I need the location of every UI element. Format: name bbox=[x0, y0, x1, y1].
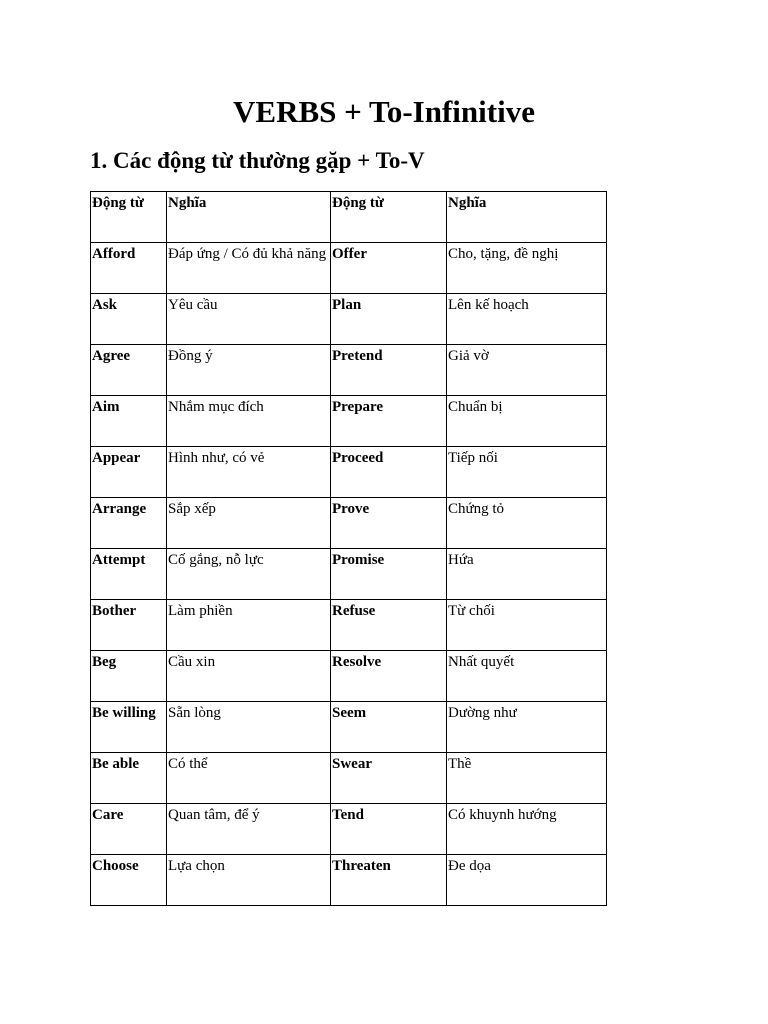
verb-cell: Aim bbox=[91, 396, 167, 447]
table-row bbox=[91, 243, 607, 294]
meaning-cell: Nhắm mục đích bbox=[167, 396, 331, 447]
verb-table bbox=[90, 191, 607, 906]
meaning-cell: Nhất quyết bbox=[447, 651, 607, 702]
table-row bbox=[91, 294, 607, 345]
meaning-cell: Thề bbox=[447, 753, 607, 804]
table-header-row bbox=[91, 192, 607, 243]
verb-cell: Tend bbox=[331, 804, 447, 855]
meaning-cell: Hứa bbox=[447, 549, 607, 600]
verb-cell: Attempt bbox=[91, 549, 167, 600]
verb-cell: Ask bbox=[91, 294, 167, 345]
header-verb-2: Động từ bbox=[331, 192, 447, 243]
meaning-cell: Đe dọa bbox=[447, 855, 607, 906]
table-row bbox=[91, 855, 607, 906]
verb-cell: Be able bbox=[91, 753, 167, 804]
table-row bbox=[91, 753, 607, 804]
header-meaning-1: Nghĩa bbox=[167, 192, 331, 243]
meaning-cell: Cầu xin bbox=[167, 651, 331, 702]
verb-cell: Seem bbox=[331, 702, 447, 753]
section-heading: 1. Các động từ thường gặp + To-V bbox=[90, 148, 425, 173]
meaning-cell: Giả vờ bbox=[447, 345, 607, 396]
meaning-cell: Chuẩn bị bbox=[447, 396, 607, 447]
verb-cell: Choose bbox=[91, 855, 167, 906]
meaning-cell: Quan tâm, để ý bbox=[167, 804, 331, 855]
meaning-cell: Lên kế hoạch bbox=[447, 294, 607, 345]
verb-cell: Be willing bbox=[91, 702, 167, 753]
meaning-cell: Có khuynh hướng bbox=[447, 804, 607, 855]
page-title: VERBS + To-Infinitive bbox=[233, 94, 535, 129]
table-row bbox=[91, 702, 607, 753]
verb-cell: Arrange bbox=[91, 498, 167, 549]
meaning-cell: Có thể bbox=[167, 753, 331, 804]
meaning-cell: Sắp xếp bbox=[167, 498, 331, 549]
verb-cell: Threaten bbox=[331, 855, 447, 906]
verb-cell: Swear bbox=[331, 753, 447, 804]
meaning-cell: Lựa chọn bbox=[167, 855, 331, 906]
meaning-cell: Làm phiền bbox=[167, 600, 331, 651]
table-row bbox=[91, 549, 607, 600]
meaning-cell: Cố gắng, nỗ lực bbox=[167, 549, 331, 600]
verb-cell: Prove bbox=[331, 498, 447, 549]
meaning-cell: Cho, tặng, đề nghị bbox=[447, 243, 607, 294]
meaning-cell: Hình như, có vẻ bbox=[167, 447, 331, 498]
meaning-cell: Đồng ý bbox=[167, 345, 331, 396]
verb-cell: Promise bbox=[331, 549, 447, 600]
table-row bbox=[91, 498, 607, 549]
header-verb-1: Động từ bbox=[91, 192, 167, 243]
verb-cell: Refuse bbox=[331, 600, 447, 651]
meaning-cell: Đáp ứng / Có đủ khả năng bbox=[167, 243, 331, 294]
verb-cell: Proceed bbox=[331, 447, 447, 498]
header-meaning-2: Nghĩa bbox=[447, 192, 607, 243]
table-row bbox=[91, 345, 607, 396]
table-row bbox=[91, 447, 607, 498]
verb-cell: Bother bbox=[91, 600, 167, 651]
verb-cell: Care bbox=[91, 804, 167, 855]
table-row bbox=[91, 600, 607, 651]
verb-cell: Pretend bbox=[331, 345, 447, 396]
table-row bbox=[91, 804, 607, 855]
verb-cell: Prepare bbox=[331, 396, 447, 447]
verb-cell: Appear bbox=[91, 447, 167, 498]
table-row bbox=[91, 651, 607, 702]
verb-cell: Beg bbox=[91, 651, 167, 702]
meaning-cell: Yêu cầu bbox=[167, 294, 331, 345]
meaning-cell: Từ chối bbox=[447, 600, 607, 651]
meaning-cell: Chứng tỏ bbox=[447, 498, 607, 549]
verb-cell: Agree bbox=[91, 345, 167, 396]
verb-cell: Resolve bbox=[331, 651, 447, 702]
table-row bbox=[91, 396, 607, 447]
verb-cell: Offer bbox=[331, 243, 447, 294]
meaning-cell: Sẵn lòng bbox=[167, 702, 331, 753]
meaning-cell: Tiếp nối bbox=[447, 447, 607, 498]
verb-cell: Afford bbox=[91, 243, 167, 294]
verb-cell: Plan bbox=[331, 294, 447, 345]
meaning-cell: Dường như bbox=[447, 702, 607, 753]
